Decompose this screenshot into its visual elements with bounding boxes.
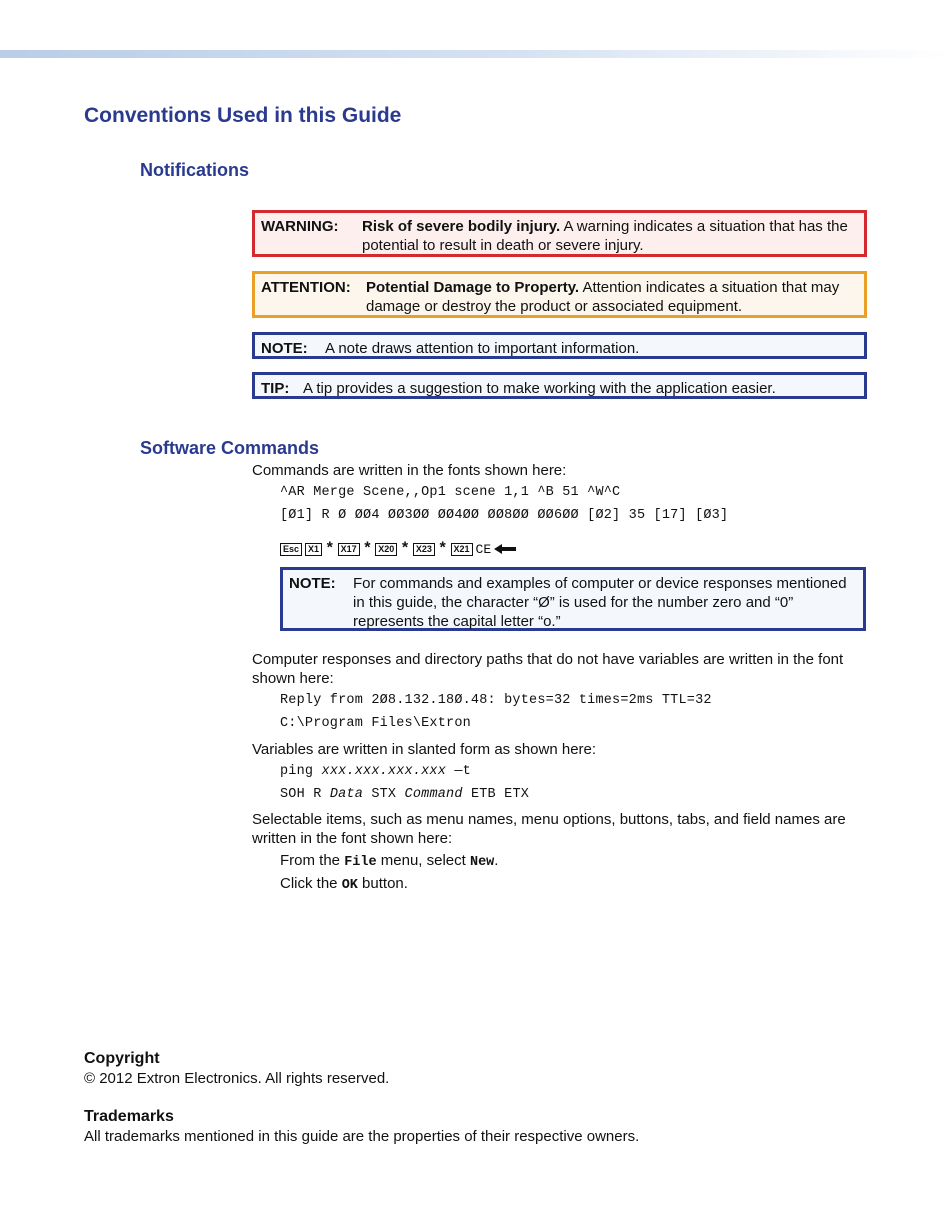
asterisk: * (437, 540, 448, 558)
copyright-text: © 2012 Extron Electronics. All rights reserved. (84, 1070, 390, 1087)
esc-key: Esc (280, 543, 302, 556)
zero-note-label: NOTE: (289, 575, 336, 592)
header-accent-bar (0, 50, 950, 58)
response-example-1: Reply from 2Ø8.132.18Ø.48: bytes=32 times=2ms TTL=32 (280, 693, 712, 708)
asterisk: * (325, 540, 335, 558)
x17-key: X17 (338, 543, 360, 556)
return-arrow-icon (494, 544, 516, 554)
asterisk: * (362, 540, 373, 558)
x1-key: X1 (305, 543, 322, 556)
tip-label: TIP: (261, 380, 290, 397)
zero-note-box (280, 567, 866, 631)
note-box (252, 332, 867, 359)
x21-key: X21 (451, 543, 473, 556)
tip-text: A tip provides a suggestion to make working with the application easier. (303, 380, 776, 397)
warning-box (252, 210, 867, 257)
x20-key: X20 (375, 543, 397, 556)
attention-text: Potential Damage to Property. Attention indicates a situation that may damage or destroy the product or associated equipment. (366, 279, 840, 315)
variable-example-2: SOH R Data STX Command ETB ETX (280, 787, 530, 802)
response-example-2: C:\Program Files\Extron (280, 716, 471, 731)
responses-intro: Computer responses and directory paths that do not have variables are written in the font shown here: (252, 651, 844, 687)
command-example-2: [Ø1] R Ø ØØ4 ØØ3ØØ ØØ4ØØ ØØ8ØØ ØØ6ØØ [Ø2] 35 [17] [Ø3] (280, 508, 729, 523)
warning-text: Risk of severe bodily injury. A warning indicates a situation that has the potential to result in death or severe injury. (362, 218, 848, 254)
variable-example-1: ping xxx.xxx.xxx.xxx —t (280, 764, 471, 779)
commands-intro: Commands are written in the fonts shown here: (252, 462, 567, 479)
selectable-example-2: Click the OK button. (280, 875, 408, 893)
attention-label: ATTENTION: (261, 279, 351, 296)
attention-box (252, 271, 867, 318)
software-commands-heading: Software Commands (140, 438, 320, 458)
variables-intro: Variables are written in slanted form as shown here: (252, 741, 597, 758)
zero-note-text: For commands and examples of computer or device responses mentioned in this guide, the character “Ø” is used for the number zero and “0” represents the capital letter “o.” (353, 575, 847, 630)
asterisk: * (400, 540, 410, 558)
trademarks-heading: Trademarks (84, 1108, 174, 1125)
page-title: Conventions Used in this Guide (84, 104, 402, 127)
ce-text: CE (475, 541, 492, 557)
warning-label: WARNING: (261, 218, 339, 235)
selectable-intro: Selectable items, such as menu names, menu options, buttons, tabs, and field names are written in the font shown here: (252, 811, 846, 847)
command-example-1: ^AR Merge Scene,,Op1 scene 1,1 ^B 51 ^W^C (280, 485, 621, 500)
notifications-heading: Notifications (140, 160, 250, 180)
note-text: A note draws attention to important information. (325, 340, 640, 357)
tip-box (252, 372, 867, 399)
note-label: NOTE: (261, 340, 308, 357)
copyright-heading: Copyright (84, 1050, 160, 1067)
trademarks-text: All trademarks mentioned in this guide are the properties of their respective owners. (84, 1128, 640, 1145)
x23-key: X23 (413, 543, 435, 556)
selectable-example-1: From the File menu, select New. (280, 852, 499, 870)
key-sequence (280, 540, 516, 558)
